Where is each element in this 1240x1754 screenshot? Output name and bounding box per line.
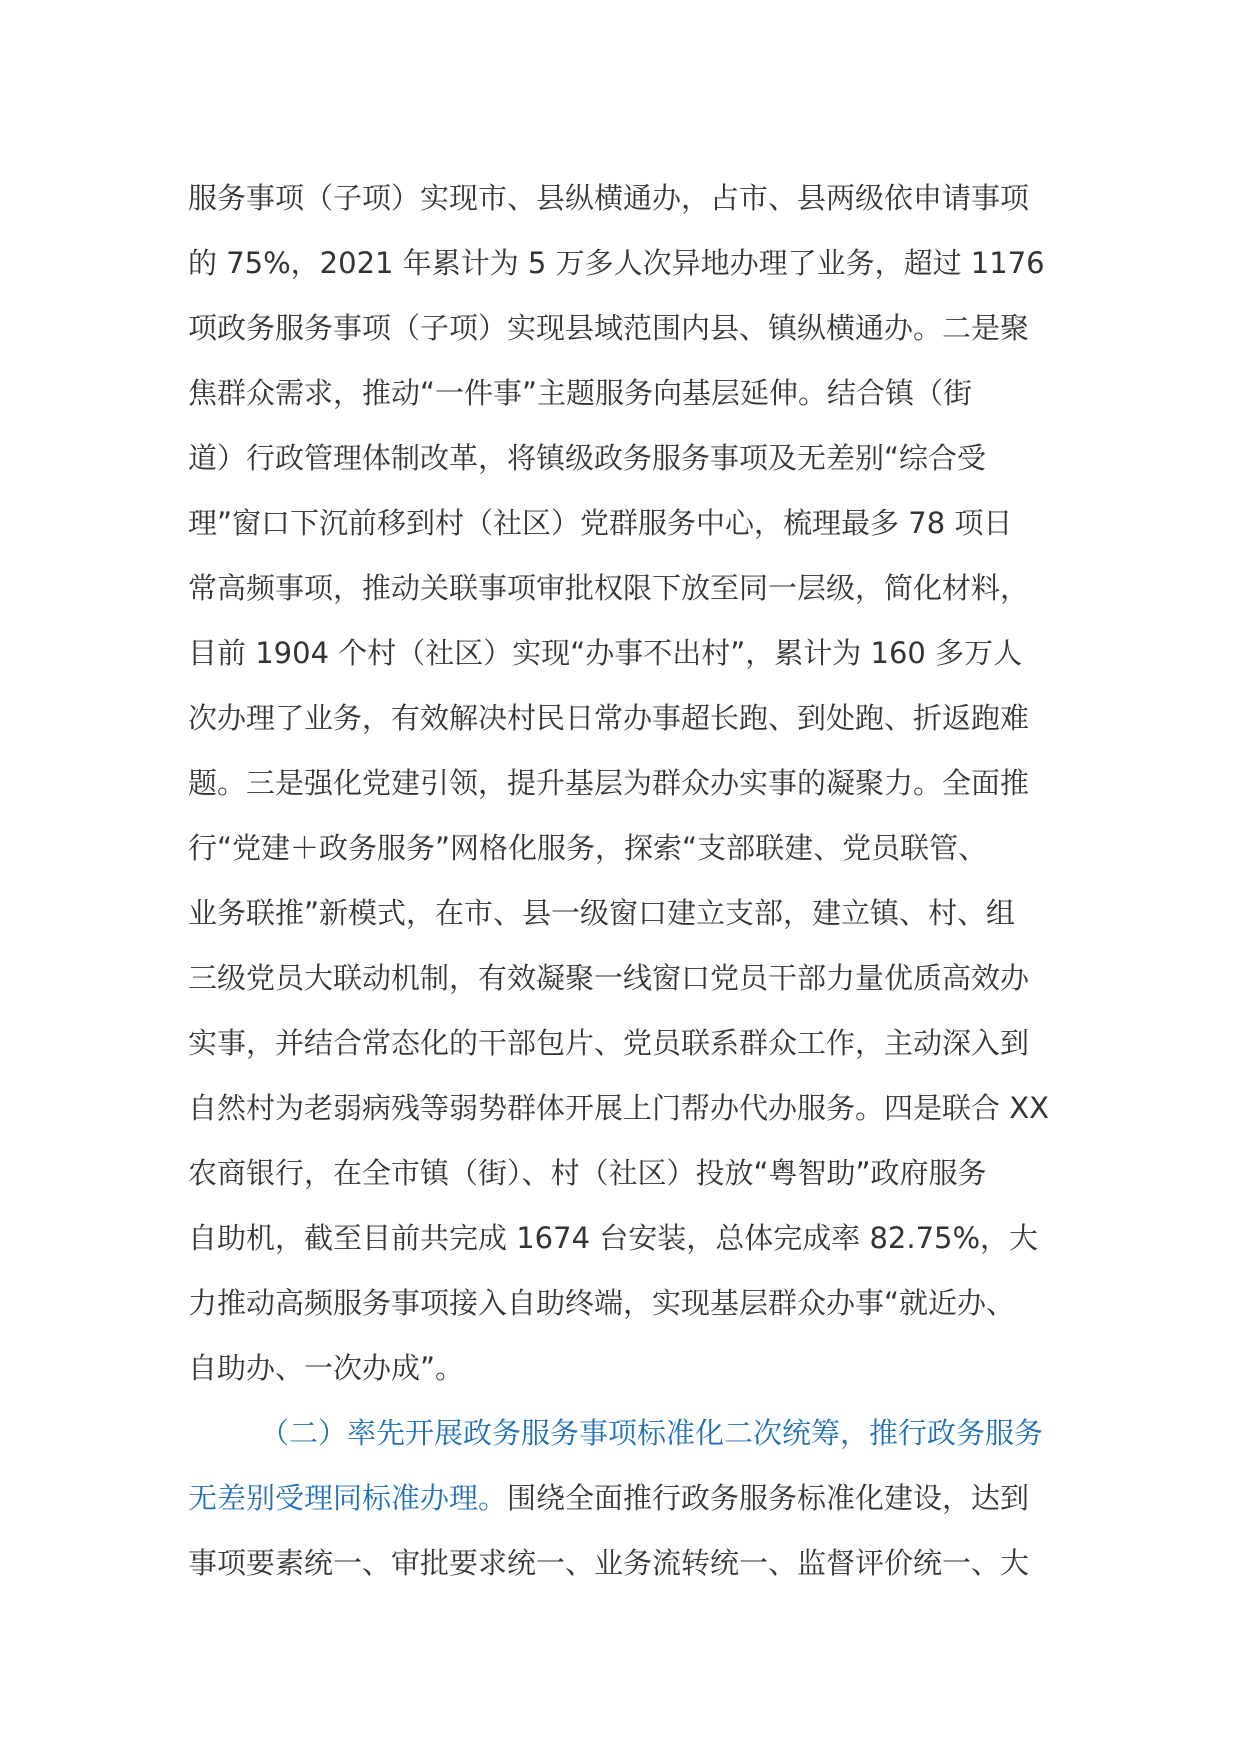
paragraph-line: 常高频事项，推动关联事项审批权限下放至同一层级，简化材料， (188, 571, 1030, 605)
paragraph-line: 服务事项（子项）实现市、县纵横通办，占市、县两级依申请事项 (188, 181, 1030, 215)
section-mixed-line (188, 1469, 1088, 1534)
paragraph-line: 业务联推”新模式，在市、县一级窗口建立支部，建立镇、村、组 (188, 896, 1016, 930)
paragraph-line: 题。三是强化党建引领，提升基层为群众办实事的凝聚力。全面推 (188, 766, 1030, 800)
paragraph-line: 行“党建＋政务服务”网格化服务，探索“支部联建、党员联管、 (188, 831, 988, 865)
paragraph-line: 自助办、一次办成”。 (188, 1351, 465, 1385)
paragraph-line: 实事，并结合常态化的干部包片、党员联系群众工作，主动深入到 (188, 1026, 1030, 1060)
paragraph-line: 项政务服务事项（子项）实现县域范围内县、镇纵横通办。二是聚 (188, 311, 1030, 345)
paragraph-line: 农商银行，在全市镇（街）、村（社区）投放“粤智助”政府服务 (188, 1156, 987, 1190)
paragraph-line: 事项要素统一、审批要求统一、业务流转统一、监督评价统一、大 (188, 1546, 1030, 1580)
paragraph-line: 自然村为老弱病残等弱势群体开展上门帮办代办服务。四是联合 XX (188, 1091, 1049, 1125)
section-heading-text: （二）率先开展政务服务事项标准化二次统筹，推行政务服务 (260, 1416, 1044, 1450)
paragraph-line: 力推动高频服务事项接入自助终端，实现基层群众办事“就近办、 (188, 1286, 1016, 1320)
body-text (188, 169, 1088, 1599)
paragraph-line: 三级党员大联动机制，有效凝聚一线窗口党员干部力量优质高效办 (188, 961, 1030, 995)
paragraph-line: 次办理了业务，有效解决村民日常办事超长跑、到处跑、折返跑难 (188, 701, 1030, 735)
paragraph-line: 焦群众需求，推动“一件事”主题服务向基层延伸。结合镇（街 (188, 376, 973, 410)
section-heading-text: 无差别受理同标准办理。 (188, 1481, 508, 1515)
section-body-text: 围绕全面推行政务服务标准化建设，达到 (507, 1481, 1030, 1515)
paragraph-line: 目前 1904 个村（社区）实现“办事不出村”，累计为 160 多万人 (188, 636, 1023, 670)
section-heading-line (188, 1404, 1088, 1469)
paragraph-line: 理”窗口下沉前移到村（社区）党群服务中心，梳理最多 78 项日 (188, 506, 1013, 540)
paragraph-line: 的 75%，2021 年累计为 5 万多人次异地办理了业务，超过 1176 (188, 246, 1045, 280)
paragraph-line: 自助机，截至目前共完成 1674 台安装，总体完成率 82.75%，大 (188, 1221, 1039, 1255)
paragraph-line: 道）行政管理体制改革，将镇级政务服务事项及无差别“综合受 (188, 441, 987, 475)
